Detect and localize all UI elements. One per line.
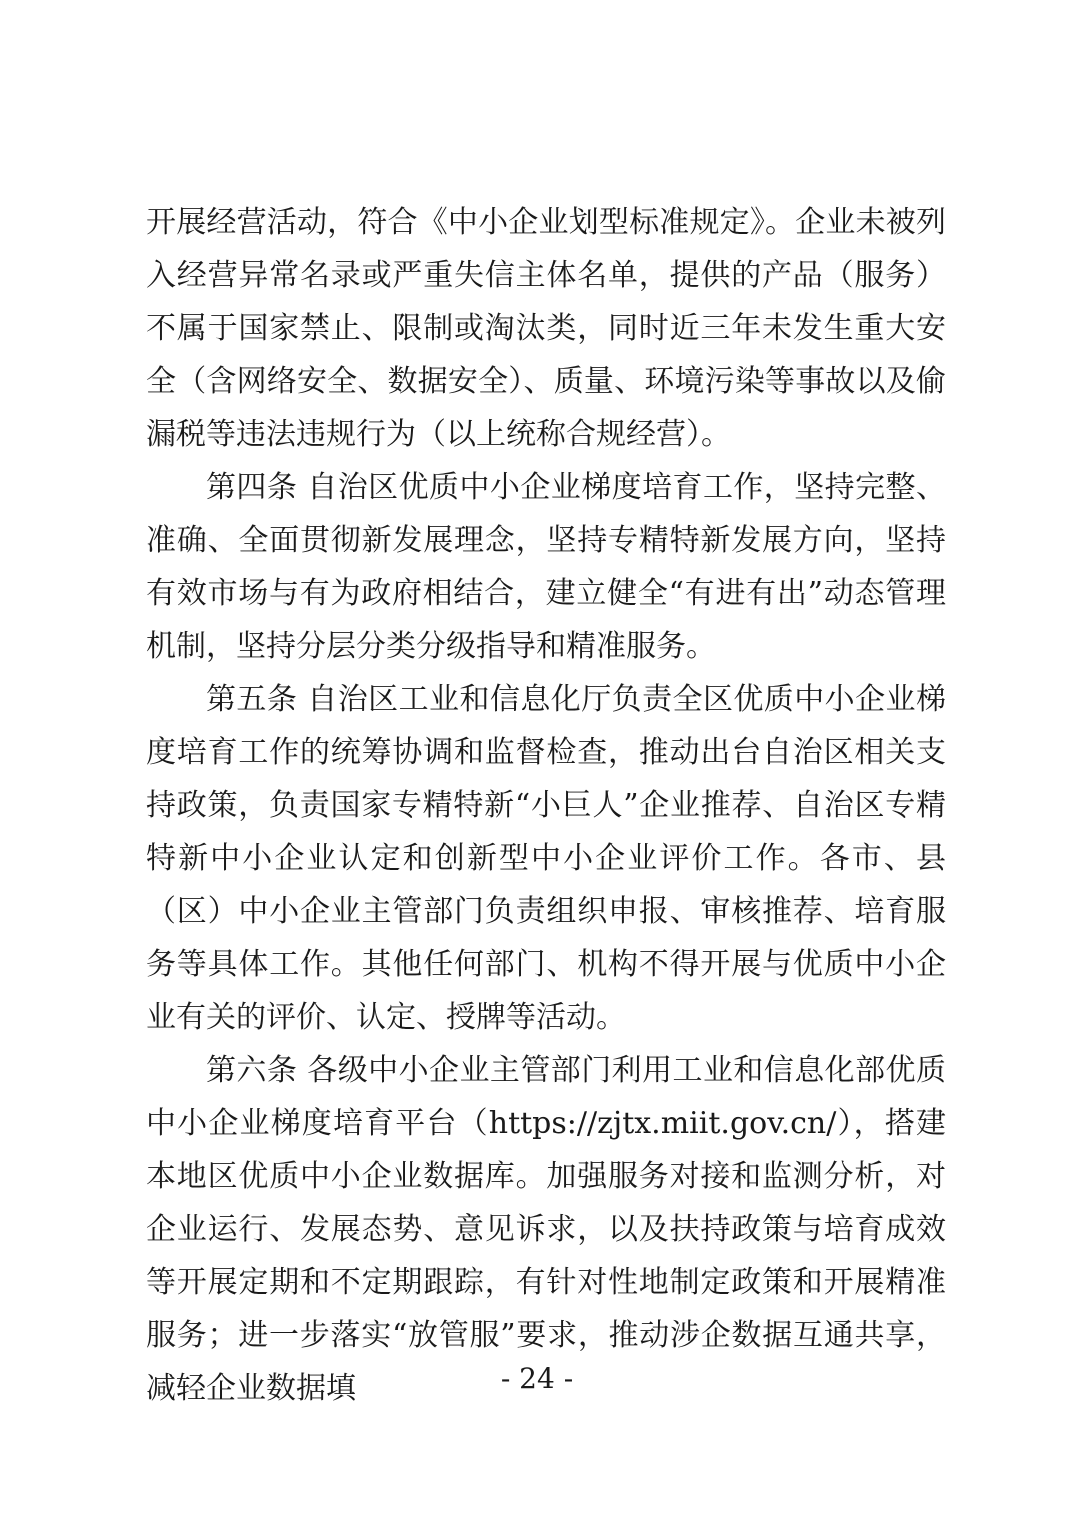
page-number: - 24 - xyxy=(500,1362,574,1395)
paragraph-article-4: 第四条 自治区优质中小企业梯度培育工作，坚持完整、准确、全面贯彻新发展理念，坚持专精特新发展方向，坚持有效市场与有为政府相结合，建立健全“有进有出”动态管理机制，坚持分层分类分级指导和精准服务。 xyxy=(146,470,946,664)
paragraph-article-6: 第六条 各级中小企业主管部门利用工业和信息化部优质中小企业梯度培育平台（https://zjtx.miit.gov.cn/），搭建本地区优质中小企业数据库。加强服务对接和监测分析，对企业运行、发展态势、意见诉求，以及扶持政策与培育成效等开展定期和不定期跟踪，有针对性地制定政策和开展精准服务；进一步落实“放管服”要求，推动涉企数据互通共享， 减轻企业数据填 xyxy=(146,1053,946,1406)
body-text xyxy=(146,196,946,1415)
paragraph-article-5: 第五条 自治区工业和信息化厅负责全区优质中小企业梯度培育工作的统筹协调和监督检查，推动出台自治区相关支持政策，负责国家专精特新“小巨人”企业推荐、自治区专精特新中小企业认定和创新型中小企业评价工作。各市、县（区）中小企业主管部门负责组织申报、审核推荐、培育服务等具体工作。其他任何部门、机构不得开展与优质中小企业有关的评价、认定、授牌等活动。 xyxy=(146,682,946,1035)
paragraph-continuation: 开展经营活动，符合《中小企业划型标准规定》。企业未被列入经营异常名录或严重失信主体名单，提供的产品（服务）不属于国家禁止、限制或淘汰类，同时近三年未发生重大安全（含网络安全、数据安全）、质量、环境污染等事故以及偷漏税等违法违规行为（以上统称合规经营）。 xyxy=(146,205,946,452)
